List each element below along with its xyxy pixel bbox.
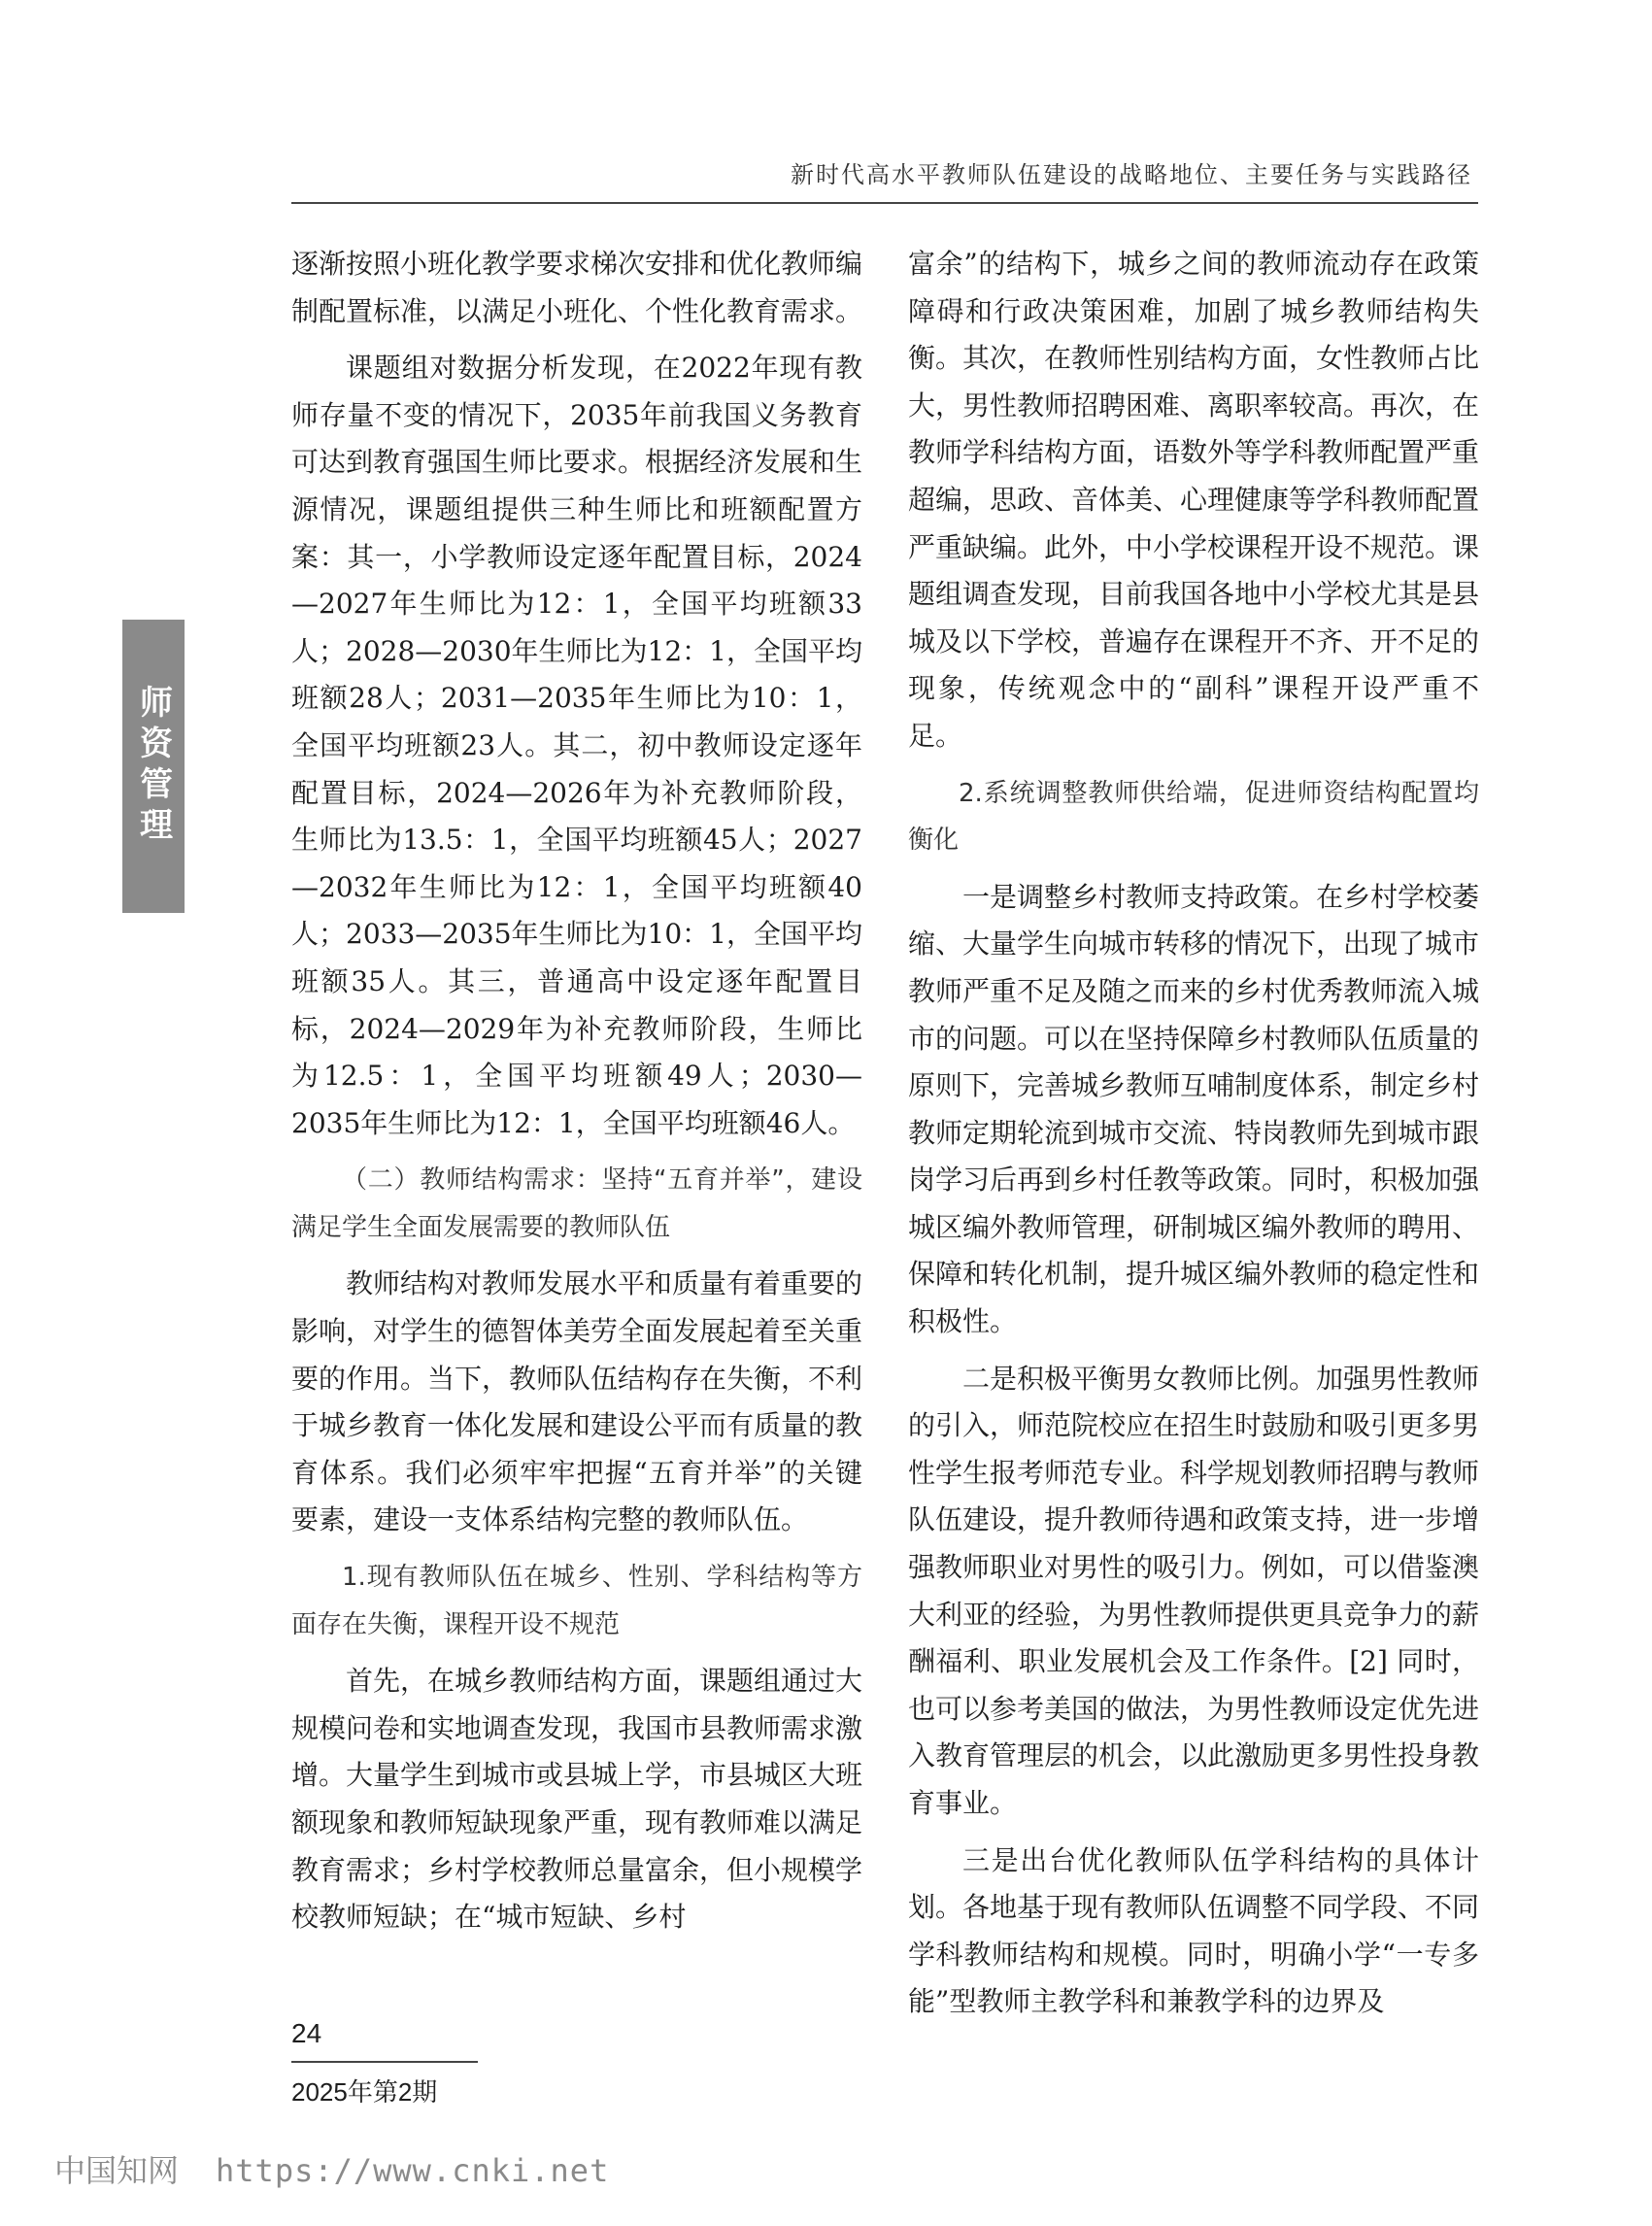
section-heading: 1.现有教师队伍在城乡、性别、学科结构等方面存在失衡，课程开设不规范 bbox=[291, 1563, 862, 1639]
footer-rule bbox=[291, 2061, 478, 2063]
page-number: 24 bbox=[291, 2018, 322, 2048]
paragraph: 二是积极平衡男女教师比例。加强男性教师的引入，师范院校应在招生时鼓励和吸引更多男性学生报考师范专业。科学规划教师招聘与教师队伍建设，提升教师待遇和政策支持，进一步增强教师职业对男性的吸引力。例如，可以借鉴澳大利亚的经验，为男性教师提供更具竞争力的薪酬福利、职业发展机会及工作条件。[2] 同时，也可以参考美国的做法，为男性教师设定优先进入教育管理层的机会，以此激励更多男性投身教育事业。 bbox=[908, 1362, 1480, 1819]
running-header: 新时代高水平教师队伍建设的战略地位、主要任务与实践路径 bbox=[791, 161, 1472, 188]
paragraph: 一是调整乡村教师支持政策。在乡村学校萎缩、大量学生向城市转移的情况下，出现了城市教师严重不足及随之而来的乡村优秀教师流入城市的问题。可以在坚持保障乡村教师队伍质量的原则下，完善城乡教师互哺制度体系，制定乡村教师定期轮流到城市交流、特岗教师先到城市跟岗学习后再到乡村任教等政策。同时，积极加强城区编外教师管理，研制城区编外教师的聘用、保障和转化机制，提升城区编外教师的稳定性和积极性。 bbox=[908, 880, 1480, 1338]
paragraph: 课题组对数据分析发现，在2022年现有教师存量不变的情况下，2035年前我国义务教育可达到教育强国生师比要求。根据经济发展和生源情况，课题组提供三种生师比和班额配置方案：其一，小学教师设定逐年配置目标，2024—2027年生师比为12：1，全国平均班额33人；2028—2030年生师比为12：1，全国平均班额28人；2031—2035年生师比为10：1，全国平均班额23人。其二，初中教师设定逐年配置目标，2024—2026年为补充教师阶段，生师比为13.5：1，全国平均班额45人；2027—2032年生师比为12：1，全国平均班额40人；2033—2035年生师比为10：1，全国平均班额35人。其三，普通高中设定逐年配置目标，2024—2029年为补充教师阶段，生师比为12.5：1，全国平均班额49人；2030—2035年生师比为12：1，全国平均班额46人。 bbox=[291, 352, 863, 1139]
paragraph: 逐渐按照小班化教学要求梯次安排和优化教师编制配置标准，以满足小班化、个性化教育需求。 bbox=[291, 248, 863, 327]
paragraph: 三是出台优化教师队伍学科结构的具体计划。各地基于现有教师队伍调整不同学段、不同学科教师结构和规模。同时，明确小学“一专多能”型教师主教学科和兼教学科的边界及 bbox=[908, 1843, 1480, 2018]
paragraph: 首先，在城乡教师结构方面，课题组通过大规模问卷和实地调查发现，我国市县教师需求激增。大量学生到城市或县城上学，市县城区大班额现象和教师短缺现象严重，现有教师难以满足教育需求；乡村学校教师总量富余，但小规模学校教师短缺；在“城市短缺、乡村 bbox=[291, 1665, 863, 1934]
right-column bbox=[908, 241, 1479, 2036]
section-heading: （二）教师结构需求：坚持“五育并举”，建设满足学生全面发展需要的教师队伍 bbox=[291, 1165, 862, 1242]
watermark-brand: 中国知网 bbox=[54, 2152, 180, 2189]
issue-label: 2025年第2期 bbox=[291, 2077, 438, 2107]
left-column bbox=[291, 241, 862, 1951]
watermark-url: https://www.cnki.net bbox=[216, 2152, 610, 2189]
header-rule bbox=[291, 202, 1478, 204]
paragraph: 富余”的结构下，城乡之间的教师流动存在政策障碍和行政决策困难，加剧了城乡教师结构失衡。其次，在教师性别结构方面，女性教师占比大，男性教师招聘困难、离职率较高。再次，在教师学科结构方面，语数外等学科教师配置严重超编，思政、音体美、心理健康等学科教师配置严重缺编。此外，中小学校课程开设不规范。课题组调查发现，目前我国各地中小学校尤其是县城及以下学校，普遍存在课程开不齐、开不足的现象，传统观念中的“副科”课程开设严重不足。 bbox=[908, 248, 1480, 752]
section-tab: 师资管理 bbox=[122, 620, 185, 913]
section-heading: 2.系统调整教师供给端，促进师资结构配置均衡化 bbox=[908, 778, 1479, 856]
paragraph: 教师结构对教师发展水平和质量有着重要的影响，对学生的德智体美劳全面发展起着至关重要的作用。当下，教师队伍结构存在失衡，不利于城乡教育一体化发展和建设公平而有质量的教育体系。我们必须牢牢把握“五育并举”的关键要素，建设一支体系结构完整的教师队伍。 bbox=[291, 1267, 863, 1536]
watermark bbox=[54, 2146, 609, 2191]
